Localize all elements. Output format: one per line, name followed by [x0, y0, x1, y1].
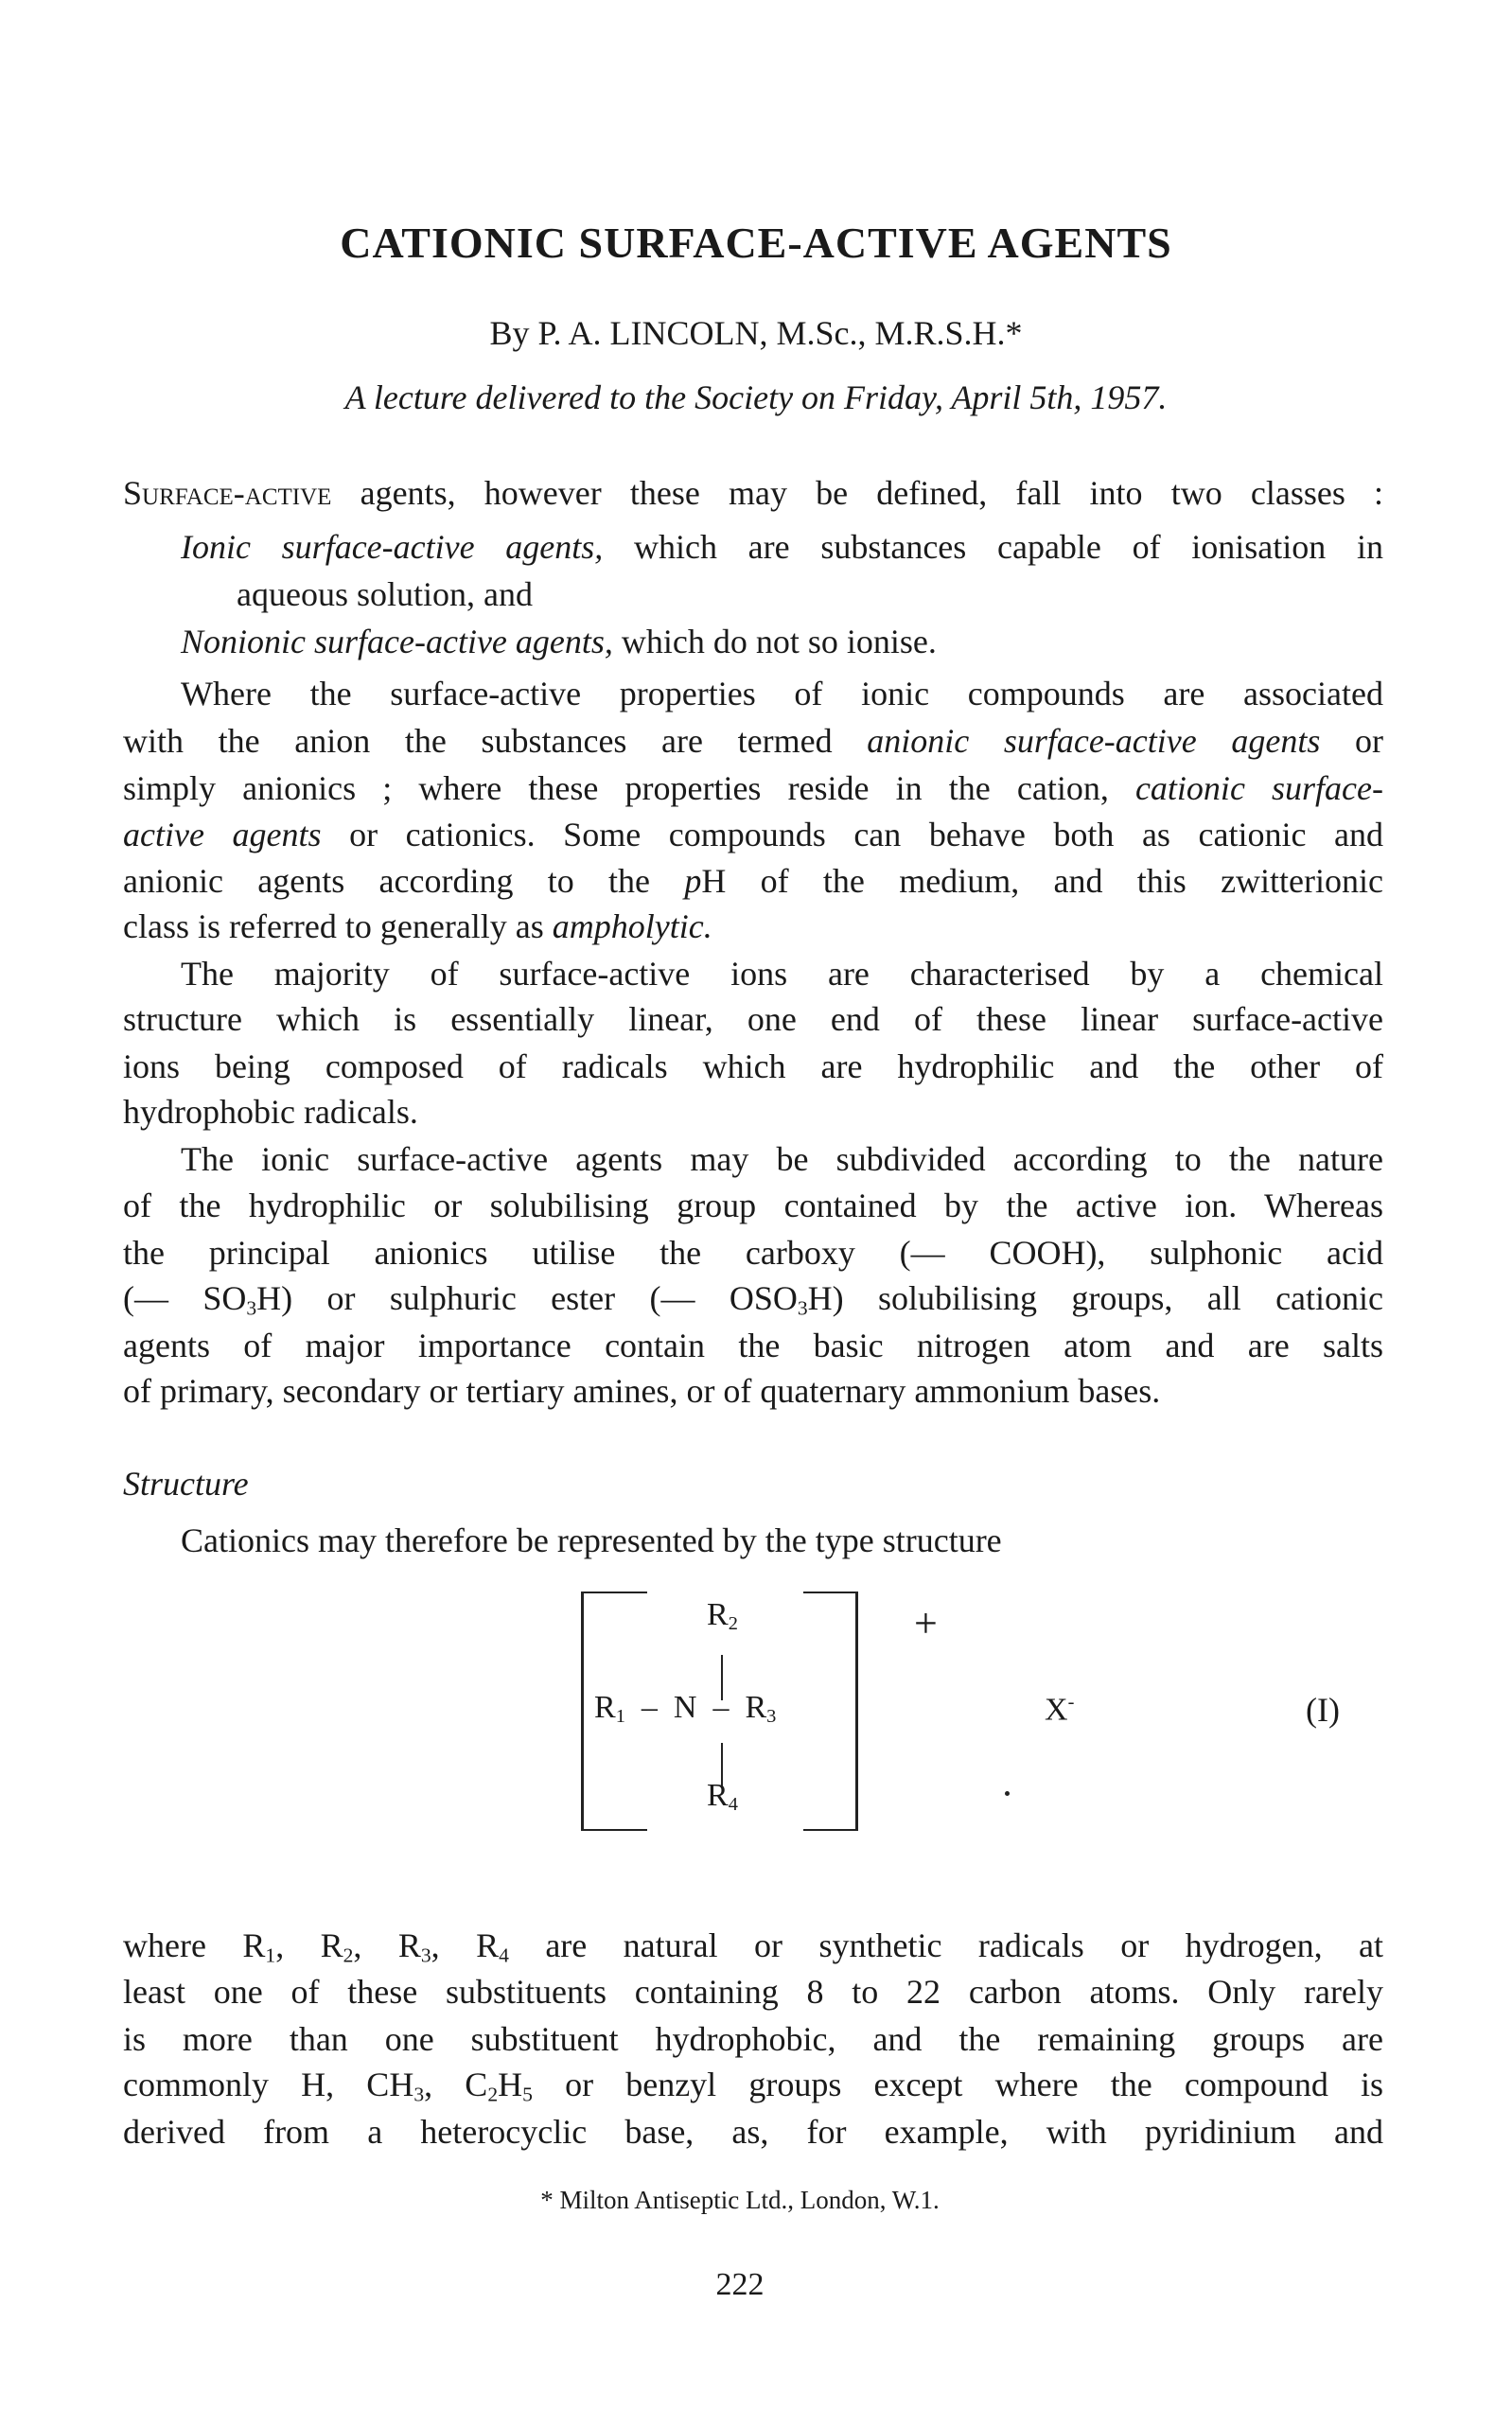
structure-formula: [581, 1592, 858, 1831]
text-line: [123, 1091, 1383, 1133]
subscript: 3: [797, 1296, 808, 1320]
stray-dot: [1005, 1791, 1010, 1796]
text-line: [181, 621, 1383, 662]
text-segment: derived from a heterocyclic base, as, for example, with pyridinium and: [123, 2113, 1383, 2151]
text-segment: H: [498, 2066, 523, 2103]
text-segment: , R: [431, 1926, 500, 1964]
text-line: [123, 2018, 1383, 2060]
text-segment: least one of these substituents containing 8 to 22 carbon atoms. Only rarely: [123, 1973, 1383, 2011]
right-bracket: [855, 1592, 858, 1831]
subscript: 5: [522, 2083, 533, 2106]
text-line: [181, 673, 1383, 714]
subscript: 2: [343, 1943, 354, 1967]
text-segment: , C: [424, 2066, 488, 2103]
text-segment: aqueous solution, and: [237, 575, 533, 613]
author-byline: By P. A. LINCOLN, M.Sc., M.R.S.H.*: [489, 314, 1023, 352]
text-segment: Cationics may therefore be represented by the type structure: [181, 1521, 1002, 1559]
text-line: [123, 1971, 1383, 2013]
left-bracket-top: [581, 1592, 647, 1593]
text-line: [123, 906, 1383, 947]
subscript: 4: [499, 1943, 509, 1967]
text-segment: H) solubilising groups, all cationic: [807, 1279, 1384, 1317]
italic-text: anionic surface-active agents: [867, 722, 1321, 760]
text-segment: commonly H, CH: [123, 2066, 414, 2103]
lecture-note: A lecture delivered to the Society on Friday, April 5th, 1957.: [344, 378, 1168, 416]
subscript: 1: [265, 1943, 276, 1967]
text-segment: which are substances capable of ionisation in: [603, 528, 1383, 566]
text-segment: The majority of surface-active ions are characterised by a chemical: [181, 955, 1383, 993]
text-segment: simply anionics ; where these properties reside in the cation,: [123, 769, 1135, 807]
article-title: CATIONIC SURFACE-ACTIVE AGENTS: [340, 219, 1172, 267]
text-segment: anionic agents according to the: [123, 862, 685, 900]
text-segment: agents, however these may be defined, fall into two classes :: [331, 474, 1383, 512]
text-line: [181, 1520, 1383, 1561]
text-segment: H of the medium, and this zwitterionic: [701, 862, 1384, 900]
text-line: [123, 814, 1383, 855]
text-segment: (— SO: [123, 1279, 247, 1317]
text-line: [123, 767, 1383, 809]
italic-text: Nonionic surface-active agents,: [181, 623, 613, 660]
text-line: [123, 2111, 1383, 2153]
text-segment: the principal anionics utilise the carboxy (— COOH), sulphonic acid: [123, 1234, 1383, 1272]
text-line: [123, 720, 1383, 762]
text-segment: are natural or synthetic radicals or hydrogen, at: [508, 1926, 1383, 1964]
text-line: [123, 472, 1383, 514]
right-bracket-bottom: [803, 1829, 858, 1831]
text-segment: ions being composed of radicals which are hydrophilic and the other of: [123, 1047, 1383, 1085]
text-line: [123, 1046, 1383, 1087]
text-line: [123, 1370, 1383, 1412]
subscript: 3: [420, 1943, 431, 1967]
subscript: 2: [487, 2083, 499, 2106]
italic-text: p: [684, 862, 702, 900]
text-segment: hydrophobic radicals.: [123, 1093, 418, 1131]
text-segment: H) or sulphuric ester (— OSO: [256, 1279, 798, 1317]
left-bracket: [581, 1592, 584, 1831]
text-line: [123, 998, 1383, 1040]
text-line: [181, 1138, 1383, 1180]
text-line: [123, 1232, 1383, 1274]
small-caps-text: Surface-active: [123, 474, 332, 512]
italic-text: active agents: [123, 816, 322, 853]
r4-label: $R_4$: [707, 1778, 738, 1816]
section-heading: [123, 1463, 1383, 1504]
subscript: 3: [413, 2083, 425, 2106]
right-bracket-top: [803, 1592, 858, 1593]
anion-label: X-: [1045, 1692, 1075, 1728]
subscript: 3: [246, 1296, 257, 1320]
italic-text: Ionic surface-active agents,: [181, 528, 604, 566]
footnote: * Milton Antiseptic Ltd., London, W.1.: [540, 2186, 940, 2214]
text-line: [181, 526, 1383, 568]
equation-label: (I): [1306, 1691, 1340, 1729]
text-segment: class is referred to generally as: [123, 907, 553, 945]
text-segment: structure which is essentially linear, one end of these linear surface-active: [123, 1000, 1383, 1038]
text-segment: The ionic surface-active agents may be subdivided according to the nature: [181, 1140, 1383, 1178]
text-line: [123, 1277, 1383, 1328]
left-bracket-bottom: [581, 1829, 647, 1831]
text-line: [181, 953, 1383, 994]
r1-n-r3-row: $R_1$ – N – $R_3$: [594, 1690, 777, 1728]
text-segment: which do not so ionise.: [612, 623, 937, 660]
text-line: [123, 2064, 1383, 2115]
cation-charge: +: [914, 1600, 938, 1646]
text-segment: where R: [123, 1926, 266, 1964]
text-segment: , R: [275, 1926, 343, 1964]
text-segment: is more than one substituent hydrophobic, and the remaining groups are: [123, 2020, 1383, 2058]
text-segment: Where the surface-active properties of ionic compounds are associated: [181, 675, 1383, 712]
text-line: [123, 1925, 1383, 1976]
r2-label: $R_2$: [707, 1597, 738, 1635]
text-line: [123, 860, 1383, 902]
text-segment: of the hydrophilic or solubilising group contained by the active ion. Whereas: [123, 1187, 1383, 1224]
text-segment: with the anion the substances are termed: [123, 722, 868, 760]
text-segment: agents of major importance contain the basic nitrogen atom and are salts: [123, 1327, 1383, 1364]
text-segment: , R: [353, 1926, 421, 1964]
page-number: 222: [715, 2267, 765, 2302]
text-segment: or: [1320, 722, 1383, 760]
text-line: [237, 573, 1383, 615]
italic-text: Structure: [123, 1465, 249, 1503]
text-segment: or benzyl groups except where the compound is: [532, 2066, 1384, 2103]
italic-text: cationic surface-: [1134, 769, 1384, 807]
text-line: [123, 1185, 1383, 1226]
text-line: [123, 1325, 1383, 1366]
italic-text: ampholytic.: [552, 907, 712, 945]
text-segment: of primary, secondary or tertiary amines, or of quaternary ammonium bases.: [123, 1372, 1161, 1410]
text-segment: or cationics. Some compounds can behave both as cationic and: [321, 816, 1384, 853]
